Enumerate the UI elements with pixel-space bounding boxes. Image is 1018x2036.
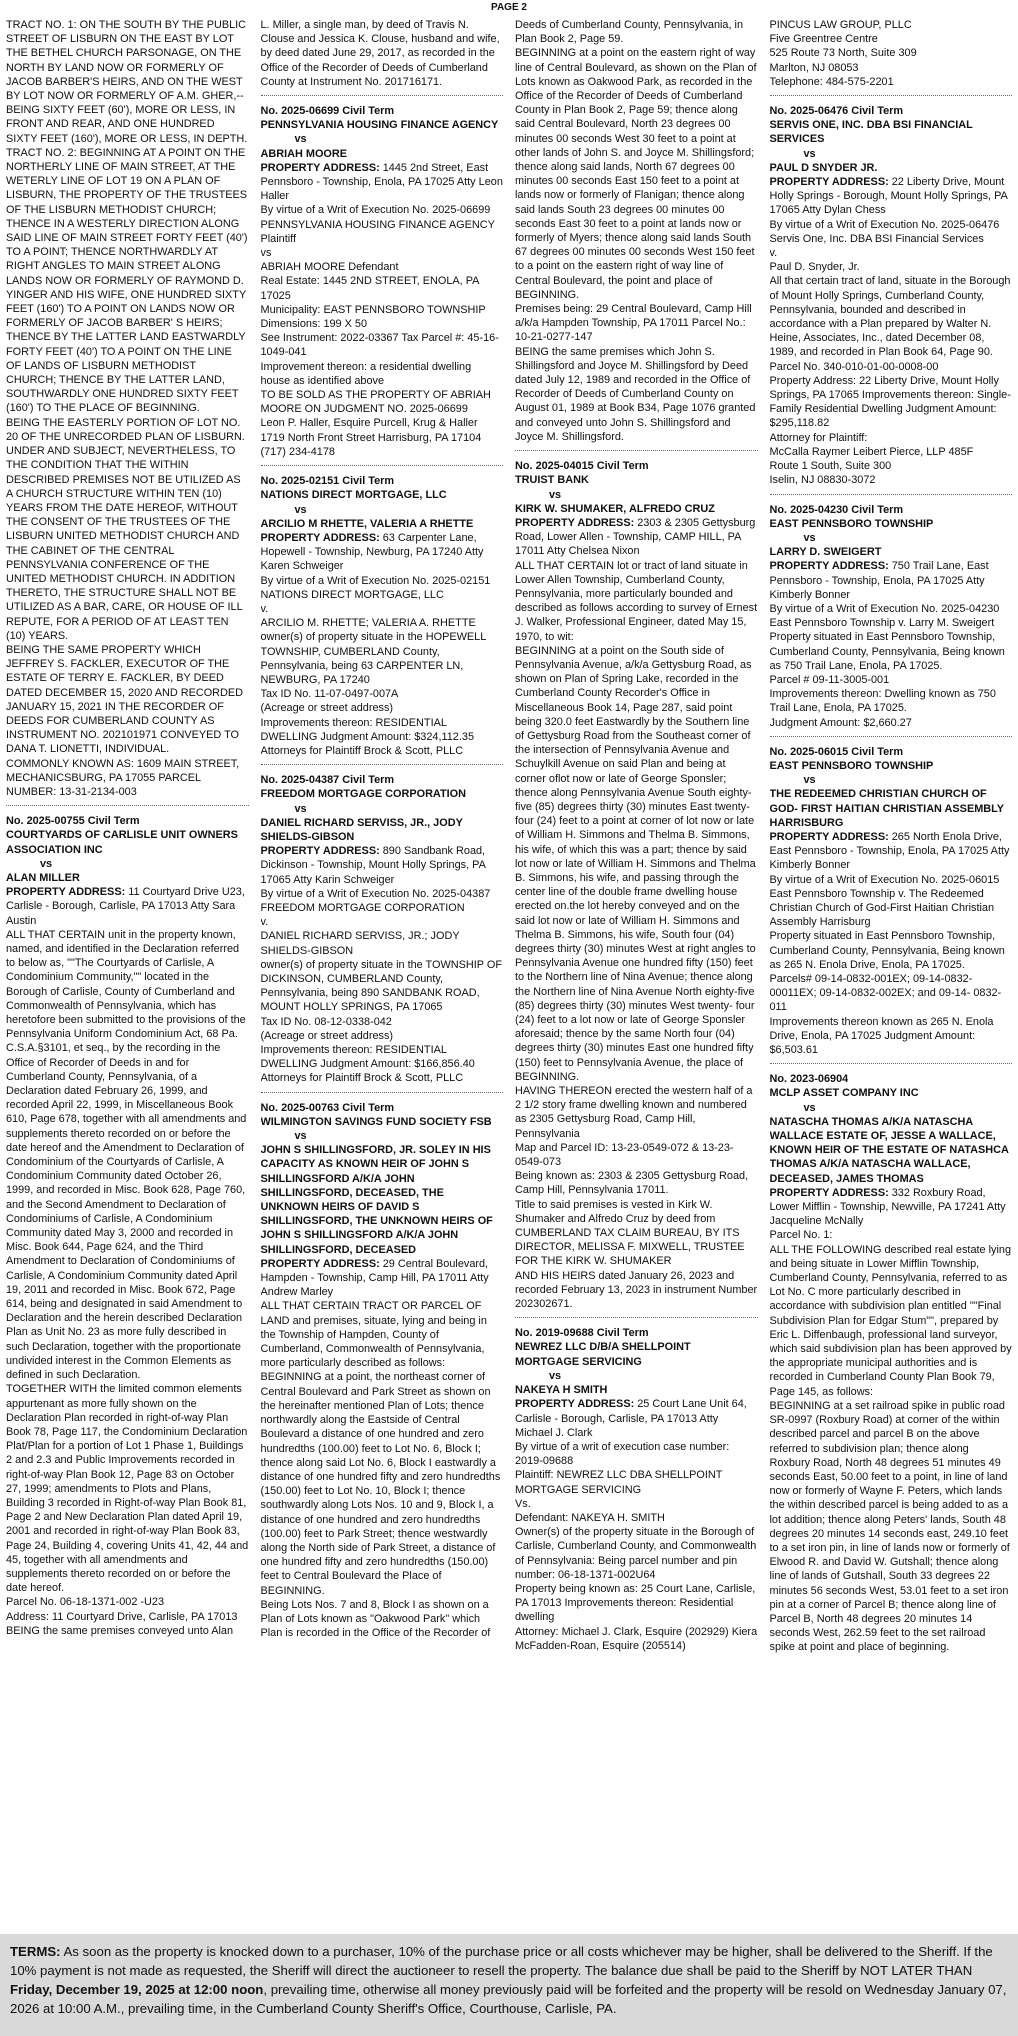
notice-paragraph: By virtue of a Writ of Execution No. 2025-04230 East Pennsboro Township v. Larry M. Sweigert Property situated in East Pennsboro Township, Cumberland County, Pennsylvania, Being known as 750 Trail Lane, Enola, PA 17025. [769,602,1005,672]
notice-paragraph: ARCILIO M. RHETTE; VALERIA A. RHETTE owner(s) of property situate in the HOPEWELL TOWNSHIP, CUMBERLAND County, Pennsylvania, being 63 CARPENTER LN, NEWBURG, PA 17240 [260,617,486,686]
property-address [770,559,1013,602]
property-address-label: PROPERTY ADDRESS: [260,161,380,174]
notice-paragraph: Being known as: 2303 & 2305 Gettysburg Road, Camp Hill, Pennsylvania 17011. [515,1170,749,1197]
property-address-label: PROPERTY ADDRESS: [260,845,380,858]
versus-label: vs [803,1101,816,1114]
notice-paragraph: BEGINNING. [515,1070,580,1083]
notice-paragraph: Deeds of Cumberland County, Pennsylvania, in Plan Book 2, Page 59. [515,19,744,46]
notice-paragraph: By virtue of a Writ of Execution No. 2025-06015 East Pennsboro Township v. The Redeemed Christian Church of God-First Haitian Christian Assembly Harrisburg [769,873,1000,929]
property-address [261,844,504,887]
party-name: ABRIAH MOORE [260,147,348,160]
terms-label: TERMS: [10,1944,61,1959]
property-address-text: 750 Trail Lane, East Pennsboro - Township, Enola, PA 17025 Atty Kimberly Bonner [769,560,989,601]
notice-paragraph: HAVING THEREON erected the western half of a 2 1/2 story frame dwelling known and numbered as 2305 Gettysburg Road, Camp Hill, Pennsylvania [515,1085,753,1140]
versus-label: vs [803,531,816,544]
party-name: TRUIST BANK [515,474,589,487]
versus-label: vs [549,1369,562,1382]
property-address-label: PROPERTY ADDRESS: [769,560,889,573]
party-name: PAUL D SNYDER JR. [769,161,878,174]
property-address [261,531,504,574]
property-address [6,885,249,928]
property-address [261,161,504,204]
notice-paragraph: TOGETHER WITH the limited common elements appurtenant as more fully shown on the Declaration Plan recorded in right-of-way Plan Book 78, Page 117, the Condominium Declaration Plat/Plan for a portion of Lot 1 Phase 1, Buildings 2 and 2.3 and Public Improvements recorded in right-of-way Plan Book 12, Page 83 on October 27, 1999; amendments to Plots and Plans, Building 3 recorded in Right-of-way Plan Book 81, Page 2 and New Declaration Plan dated April 19, 2001 and recorded in right-of-way Plan Book 83, Page 24, Building 4, covering Units 41, 42, 44 and 45, together with all amendments and supplements thereto recorded on or before the date hereof. [6,1383,249,1595]
terms-deadline: Friday, December 19, 2025 at 12:00 noon [10,1982,264,1997]
notice-paragraph: Plaintiff: NEWREZ LLC DBA SHELLPOINT MORTGAGE SERVICING [515,1469,723,1496]
case-number: No. 2025-04387 Civil Term [260,774,395,787]
property-address-label: PROPERTY ADDRESS: [769,830,889,843]
versus-label: vs [803,147,816,160]
versus-label: vs [549,488,562,501]
property-address-text: 332 Roxbury Road, Lower Mifflin - Township, Newville, PA 17241 Atty Jacqueline McNally [769,1186,1006,1228]
property-address [770,1186,1013,1229]
notice-paragraph: McCalla Raymer Leibert Pierce, LLP 485F [769,445,974,458]
column-2 [261,18,504,1928]
notice-separator [770,736,1013,737]
terms-box [0,1934,1018,2036]
notice-paragraph: ALL THAT CERTAIN unit in the property known, named, and identified in the Declaration referred to below as, ""The Courtyards of Carlisle, A Condominium Community,"" located in the Borough of Carlisle, County of Cumberland and Commonwealth of Pennsylvania, which has heretofore been submitted to the provisions of the Pennsylvania Uniform Condominium Act, 68 Pa. C.S.A.§3101, et seq., by the recording in the Office of Recorder of Deeds in and for Cumberland County, Pennsylvania, of a Declaration dated February 26, 1999, and recorded April 22, 1999, in Miscellaneous Book 610, Page 678, together with all amendments and supplements thereto recorded on or before the date hereof and the Amendment to Declaration of Condominium of the Courtyards of Carlisle, A Condominium Community dated October 26, 1999, and recorded in Misc. Book 628, Page 760, and the Second Amendment to Declaration of Condominiums of Carlisle, A Condominium Community dated May 3, 2000 and recorded in Misc. Book 644, Page 624, and the Third Amendment to Declaration of Condominiums of Carlisle, A Condominium Community dated April 19, 2011 and recorded in Misc. Book 672, Page 614, being and designated in said Amendment to Declaration and the herein described Declaration Plan as Unit No. 23 as more fully described in such Declaration, together with the proportionate undivided interest in the Common Elements as defined in such Declaration. [6,928,247,1382]
notice-paragraph: BEGINNING at a set railroad spike in public road SR-0997 (Roxbury Road) at corner of the within described parcel and parcel B on the above referred to subdivision plan; thence along Roxbury Road, North 48 degrees 51 minutes 49 seconds East, 50.00 feet to a point, in line of land now or formerly of Wayne F. Peters, which lands the within described parcel is being added to as a lot addition; thence along Peters' lands, South 48 degrees 20 minutes 14 seconds east, 249.10 feet to a set iron pin, in line of lands now or formerly of Elwood R. and David W. Gutshall; thence along line of lands of Gutshall, South 33 degrees 22 minutes 56 seconds West, 53.01 feet to a set iron pin at a corner of Parcel B; thence along line of Parcel B, North 48 degrees 20 minutes 14 seconds West, 262.59 feet to the set railroad spike at point and place of beginning. [769,1399,1010,1654]
party-name: NATASCHA THOMAS A/K/A NATASCHA WALLACE ESTATE OF, JESSE A WALLACE, KNOWN HEIR OF THE ESTATE OF NATASHCA THOMAS A/K/A NATASCHA WALLACE, DECEASED, JAMES THOMAS [769,1115,1009,1185]
terms-text-1: As soon as the property is knocked down to a purchaser, 10% of the purchase price or all costs whichever may be higher, shall be delivered to the Sheriff. If the 10% payment is not made as requested, the Sheriff will direct the auctioneer to resell the property. The balance due shall be paid to the Sheriff by NOT LATER THAN [10,1944,993,1978]
party-name: NAKEYA H SMITH [515,1384,608,1397]
notice-paragraph: TRACT NO. 2: BEGINNING AT A POINT ON THE NORTHERLY LINE OF MAIN STREET, AT THE WETERLY LINE OF LOT 19 ON A PLAN OF LISBURN, THE PROPERTY OF THE TRUSTEES OF THE LISBURN METHODIST CHURCH; THENCE IN A WESTERLY DIRECTION ALONG SAID LINE OF MAIN STREET FORTY FEET (40') TO A POINT; THENCE NORTHWARDLY AT RIGHT ANGLES TO MAIN STREET ALONG LANDS NOW OR FORMERLY OF RAYMOND D. YINGER AND HIS WIFE, ONE HUNDRED SIXTY FEET (160') TO A POINT ON LANDS NOW OR FORMERLY OF JACOB BARBER' S HEIRS; THENCE BY THE LATTER LAND EASTWARDLY FORTY FEET (40') TO A POINT ON THE LINE OF LANDS OF LISBURN METHODIST CHURCH; THENCE BY THE LATTER LAND, SOUTHWARDLY ONE HUNDRED SIXTY FEET (160') TO THE PLACE OF BEGINNING. [6,146,248,415]
party-name: EAST PENNSBORO TOWNSHIP [769,759,934,772]
notice-paragraph: TO BE SOLD AS THE PROPERTY OF ABRIAH MOORE ON JUDGMENT NO. 2025-06699 [260,389,491,416]
notice-paragraph: BEGINNING at a point on the eastern right of way line of Central Boulevard, as shown on the Plan of Lots known as Oakwood Park, as recorded in the Office of the Recorder of Deeds of Cumberland County in Plan Book 2, Page 59; thence along said Central Boulevard, North 23 degrees 00 minutes 00 seconds West 30 feet to a point at other lands of John S. and Joyce M. Shillingsford; thence along said lands, North 67 degrees 00 minutes 00 seconds East 150 feet to a point at lands now or formerly of Flanigan; thence along said lands South 23 degrees 00 minutes 00 seconds East 30 feet to a point at lands now or formerly of Myers; thence along said lands South 67 degrees 00 minutes 00 seconds West 150 feet to a point on the eastern right of way line of Central Boulevard, the point and place of BEGINNING. [515,47,757,301]
notice-separator [261,465,504,466]
property-address-text: 265 North Enola Drive, East Pennsboro - Township, Enola, PA 17025 Atty Kimberly Bonner [769,830,1010,872]
property-address-text: 1445 2nd Street, East Pennsboro - Township, Enola, PA 17025 Atty Leon Haller [260,161,503,203]
notice-paragraph: Route 1 South, Suite 300 [769,460,892,473]
notice-paragraph: Being Lots Nos. 7 and 8, Block I as shown on a Plan of Lots known as "Oakwood Park" which Plan is recorded in the Office of the Recorder of [260,1598,491,1640]
notice-paragraph: Parcels# 09-14-0832-001EX; 09-14-0832-00011EX; 09-14-0832-002EX; and 09-14- 0832-011 [769,973,1002,1014]
notice-paragraph: Improvements thereon: Dwelling known as 750 Trail Lane, Enola, PA 17025. [769,688,996,715]
case-number: No. 2025-04230 Civil Term [769,503,904,516]
party-name: LARRY D. SWEIGERT [769,546,882,559]
party-name: EAST PENNSBORO TOWNSHIP [769,517,934,530]
property-address-text: 2303 & 2305 Gettysburg Road, Lower Allen - Township, CAMP HILL, PA 17011 Atty Chelsea Nixon [515,516,756,558]
property-address-text: 25 Court Lane Unit 64, Carlisle - Borough, Carlisle, PA 17013 Atty Michael J. Clark [515,1398,747,1439]
notice-separator [770,1063,1013,1064]
notice-paragraph: Improvements thereon: RESIDENTIAL DWELLING Judgment Amount: $324,112.35 [260,716,474,743]
notice-paragraph: BEGINNING at a point, the northeast corner of Central Boulevard and Park Street as shown on the hereinafter mentioned Plan of Lots; thence northwardly along the Eastside of Central Boulevard a distance of one hundred and zero hundredths (100.00) feet to Lot No. 6, Block I; thence along said Lot No. 6, Block I eastwardly a distance of one hundred fifty and zero hundredths (150.00) feet to Lot No. 10, Block I; thence southwardly along Lots Nos. 10 and 9, Block I, a distance of one hundred and zero hundredths (100.00) feet to Park Street; thence westwardly along the North side of Park Street, a distance of one hundred fifty and zero hundredths (150.00) feet to Central Boulevard the Place of BEGINNING. [260,1371,501,1597]
notice-paragraph: Dimensions: 199 X 50 [260,318,368,331]
party-name: WILMINGTON SAVINGS FUND SOCIETY FSB [260,1115,492,1128]
versus-label: vs [294,1130,307,1143]
notice-paragraph: Telephone: 484-575-2201 [769,75,894,88]
notice-paragraph: By virtue of a writ of execution case number: 2019-09688 [515,1440,730,1468]
notice-paragraph: v. [260,602,269,615]
case-number: No. 2025-06015 Civil Term [769,745,904,758]
notice-paragraph: Improvements thereon known as 265 N. Enola Drive, Enola, PA 17025 Judgment Amount: $6,503.61 [769,1015,994,1057]
notice-paragraph: BEING the same premises conveyed unto Alan [6,1624,234,1637]
versus-label: vs [803,774,816,787]
party-name: NEWREZ LLC D/B/A SHELLPOINT MORTGAGE SERVICING [515,1341,691,1368]
property-address-text: 63 Carpenter Lane, Hopewell - Township, Newburg, PA 17240 Atty Karen Schweiger [260,531,484,573]
notice-paragraph: Premises being: 29 Central Boulevard, Camp Hill a/k/a Hampden Township, PA 17011 Parcel No.: 10-21-0277-147 [515,303,752,344]
notice-paragraph: Parcel No. 1: [769,1229,833,1242]
notice-paragraph: Attorney: Michael J. Clark, Esquire (202929) Kiera McFadden-Roan, Esquire (205514) [515,1625,758,1652]
notice-paragraph: BEGINNING at a point on the South side of Pennsylvania Avenue, a/k/a Gettysburg Road, as shown on Plan of Spring Lake, recorded in the Cumberland County Recorder's Office in Miscellaneous Book 14, Page 287, said point being 320.0 feet Eastwardly by the Southern line of Gettysburg Road from the Southeast corner of the intersection of Pennsylvania Avenue and Schuylkill Avenue on said Plan and being at corner oflot now or late of George Sponsler; thence along Pennsylvania Avenue South eighty-five (85) degrees thirty (30) minutes East twenty-four (24) feet to a point at corner of lot now or late of William H. Simmons and Thelma B. Simmons, his wife, of which this was a part; thence by said lot now or late of William H. Simmons and Thelma B. Simmons, his wife, and passing through the center line of the double frame dwelling house erected on.the lot hereby conveyed and on the said lot now or late of William H. Simmons and Thelma B. Simmons, his wife, South four (04) degrees thirty (30) minutes West at right angles to Pennsylvania Avenue one hundred fifty (150) feet to the Northern line of Nina Avenue; thence along the Northern line of Nina Avenue North eighty-five (85) degrees thirty (30) minutes West twenty- four (24) feet to a lot now or late of George Sponsler aforesaid; thence by the same North four (04) degrees thirty (30) minutes East one hundred fifty (150) feet to Pennsylvania Avenue, the place of [515,644,756,1069]
property-address [770,175,1013,218]
notice-paragraph: COMMONLY KNOWN AS: 1609 MAIN STREET, MECHANICSBURG, PA 17055 PARCEL NUMBER: 13-31-2134-003 [6,757,240,798]
property-address-label: PROPERTY ADDRESS: [260,1257,380,1270]
notice-paragraph: (Acreage or street address) [260,1029,394,1042]
notice-paragraph: Five Greentree Centre [769,33,878,46]
notice-paragraph: By virtue of a Writ of Execution No. 2025-02151 NATIONS DIRECT MORTGAGE, LLC [260,574,491,601]
notice-paragraph: Parcel # 09-11-3005-001 [769,673,890,686]
case-number: No. 2025-00763 Civil Term [260,1101,395,1114]
party-name: NATIONS DIRECT MORTGAGE, LLC [260,489,447,502]
party-name: THE REDEEMED CHRISTIAN CHURCH OF GOD- FIRST HAITIAN CHRISTIAN ASSEMBLY HARRISBURG [769,788,1004,829]
notice-paragraph: Leon P. Haller, Esquire Purcell, Krug & Haller 1719 North Front Street Harrisburg, PA 17104 (717) 234-4178 [260,417,482,458]
notice-paragraph: L. Miller, a single man, by deed of Travis N. Clouse and Jessica K. Clouse, husband and wife, by deed dated June 29, 2017, as recorded in the Office of the Recorder of Deeds of Cumberland County at Instrument No. 201716171. [260,19,500,88]
property-address-label: PROPERTY ADDRESS: [260,531,380,544]
notice-paragraph: Real Estate: 1445 2ND STREET, ENOLA, PA 17025 [260,275,479,302]
party-name: COURTYARDS OF CARLISLE UNIT OWNERS ASSOCIATION INC [6,829,238,856]
party-name: DANIEL RICHARD SERVISS, JR., JODY SHIELDS-GIBSON [260,816,463,843]
property-address-text: 22 Liberty Drive, Mount Holly Springs - Borough, Mount Holly Springs, PA 17065 Atty Dylan Chess [769,176,1008,217]
notice-separator [261,95,504,96]
notice-separator [770,494,1013,495]
notice-paragraph: Parcel No. 340-010-01-00-0008-00 [769,360,939,373]
notice-paragraph: Property being known as: 25 Court Lane, Carlisle, PA 17013 Improvements thereon: Residential dwelling [515,1582,756,1624]
notice-paragraph: Defendant: NAKEYA H. SMITH [515,1511,665,1524]
notice-paragraph: Property Address: 22 Liberty Drive, Mount Holly Springs, PA 17065 Improvements thereon: Single-Family Residential Dwelling Judgment Amount: $295,118.82 [769,374,1011,430]
notice-paragraph: BEING THE EASTERLY PORTION OF LOT NO. 20 OF THE UNRECORDED PLAN OF LISBURN. UNDER AND SUBJECT, NEVERTHELESS, TO THE CONDITION THAT THE WITHIN DESCRIBED PREMISES NOT BE UTILIZED AS A CHURCH STRUCTURE WITHIN TEN (10) YEARS FROM THE DATE HEREOF, WITHOUT THE CONSENT OF THE TRUSTEES OF THE LISBURN UNITED METHODIST CHURCH AND THE CABINET OF THE CENTRAL PENNSYLVANIA CONFERENCE OF THE UNITED METHODIST CHURCH. IN ADDITION THERETO, THE STRUCTURE SHALL NOT BE UTILIZED AS A BAR, CARE, OR HOUSE OF ILL REPUTE, FOR A PERIOD OF AT LEAST TEN (10) YEARS. [6,416,245,642]
notice-paragraph: By virtue of a Writ of Execution No. 2025-06699 PENNSYLVANIA HOUSING FINANCE AGENCY Plaintiff [260,204,495,245]
notice-paragraph: v. [769,247,778,260]
property-address [515,1397,758,1440]
notice-separator [261,1092,504,1093]
notice-paragraph: Tax ID No. 11-07-0497-007A [260,688,399,701]
notice-paragraph: Property situated in East Pennsboro Township, Cumberland County, Pennsylvania, Being known as 265 N. Enola Drive, Enola, PA 17025. [769,930,1005,971]
notice-separator [515,450,758,451]
column-1 [6,18,249,1928]
notice-paragraph: Tax ID No. 08-12-0338-042 [260,1015,392,1028]
notice-paragraph: Improvement thereon: a residential dwelling house as identified above [260,360,472,387]
party-name: SERVIS ONE, INC. DBA BSI FINANCIAL SERVICES [769,119,973,146]
case-number: No. 2025-04015 Civil Term [515,460,649,473]
property-address-label: PROPERTY ADDRESS: [769,176,889,189]
notice-paragraph: Map and Parcel ID: 13-23-0549-072 & 13-23-0549-073 [515,1141,734,1169]
party-name: KIRK W. SHUMAKER, ALFREDO CRUZ [515,502,715,515]
notice-paragraph: Attorneys for Plaintiff Brock & Scott, PLLC [260,1072,464,1085]
notice-paragraph: Attorneys for Plaintiff Brock & Scott, PLLC [260,744,464,757]
notice-paragraph: See Instrument: 2022-03367 Tax Parcel #: 45-16-1049-041 [260,332,499,359]
notice-paragraph: ALL THE FOLLOWING described real estate lying and being situate in Lower Mifflin Township, Cumberland County, Pennsylvania, referred to as Lot No. C more particularly described in accordance with subdivision plan entitled ""Final Subdivision Plan for Edgar Stum"", prepared by Eric L. Diffenbaugh, professional land surveyor, which said subdivision plan has been approved by the appropriate municipal authorities and is recorded in Cumberland County Plan Book 79, Page 145, as follows: [769,1243,1012,1398]
notice-paragraph: By virtue of a Writ of Execution No. 2025-06476 Servis One, Inc. DBA BSI Financial Services [769,218,1000,245]
versus-label: vs [294,133,307,146]
notice-paragraph: Owner(s) of the property situate in the Borough of Carlisle, Cumberland County, and Commonwealth of Pennsylvania: Being parcel number and pin number: 06-18-1371-002U64 [515,1526,757,1581]
notice-paragraph: 525 Route 73 North, Suite 309 [769,47,917,60]
column-4 [770,18,1013,1928]
notice-paragraph: BEING THE SAME PROPERTY WHICH JEFFREY S. FACKLER, EXECUTOR OF THE ESTATE OF TERRY E. FACKLER, BY DEED DATED DECEMBER 15, 2020 AND RECORDED JANUARY 15, 2021 IN THE RECORDER OF DEEDS FOR CUMBERLAND COUNTY AS INSTRUMENT NO. 202101971 CONVEYED TO DANA T. LIONETTI, INDIVIDUAL. [6,643,244,756]
notice-paragraph: (Acreage or street address) [260,702,394,715]
property-address-label: PROPERTY ADDRESS: [515,516,635,529]
property-address-label: PROPERTY ADDRESS: [769,1186,889,1199]
notice-paragraph: PINCUS LAW GROUP, PLLC [769,19,912,31]
legal-notice-columns [6,18,1012,1928]
notice-separator [770,95,1013,96]
case-number: No. 2025-06699 Civil Term [260,105,395,118]
case-number: No. 2023-06904 [769,1073,849,1086]
notice-paragraph: Parcel No. 06-18-1371-002 -U23 [6,1596,165,1609]
notice-paragraph: Attorney for Plaintiff: [769,431,868,444]
property-address-text: 11 Courtyard Drive U23, Carlisle - Borough, Carlisle, PA 17013 Atty Sara Austin [6,886,245,927]
notice-paragraph: TRACT NO. 1: ON THE SOUTH BY THE PUBLIC STREET OF LISBURN ON THE EAST BY LOT THE BETHEL CHURCH PARSONAGE, ON THE NORTH BY LAND NOW OR FORMERLY OF JACOB BARBER'S HEIRS, AND ON THE WEST BY LOT NOW OR FORMERLY OF A.M. GHER,--BEING SIXTY FEET (60'), MORE OR LESS, IN FRONT AND REAR, AND ONE HUNDRED SIXTY FEET (160'), MORE OR LESS, IN DEPTH. [6,19,248,145]
notice-paragraph: Vs. [515,1497,531,1510]
notice-paragraph: By virtue of a Writ of Execution No. 2025-04387 FREEDOM MORTGAGE CORPORATION [260,887,491,914]
page-label: PAGE 2 [491,2,527,13]
notice-paragraph: owner(s) of property situate in the TOWNSHIP OF DICKINSON, CUMBERLAND County, Pennsylvania, being 890 SANDBANK ROAD, MOUNT HOLLY SPRINGS, PA 17065 [260,958,502,1014]
notice-paragraph: v. [260,916,269,929]
party-name: MCLP ASSET COMPANY INC [769,1087,919,1100]
notice-paragraph: ALL THAT CERTAIN TRACT OR PARCEL OF LAND and premises, situate, lying and being in the Township of Hampden, County of Cumberland, Commonwealth of Pennsylvania, more particularly described as follows: [260,1300,487,1370]
property-address [770,830,1013,873]
notice-paragraph: ABRIAH MOORE Defendant [260,261,399,274]
notice-paragraph: Municipality: EAST PENNSBORO TOWNSHIP [260,303,486,316]
case-number: No. 2025-02151 Civil Term [260,475,395,488]
party-name: ALAN MILLER [6,871,80,884]
party-name: PENNSYLVANIA HOUSING FINANCE AGENCY [260,119,499,132]
notice-paragraph: ALL THAT CERTAIN lot or tract of land situate in Lower Allen Township, Cumberland County, Pennsylvania, more particularly bounded and described as follows according to survey of Ernest J. Walker, Professional Engineer, dated May 15, 1970, to wit: [515,559,758,643]
notice-paragraph: Iselin, NJ 08830-3072 [769,474,876,487]
notice-paragraph: vs [260,247,272,260]
notice-paragraph: Paul D. Snyder, Jr. [769,261,860,274]
notice-paragraph: Title to said premises is vested in Kirk W. Shumaker and Alfredo Cruz by deed from CUMBERLAND TAX CLAIM BUREAU, BY ITS DIRECTOR, MELISSA F. MIXWELL, TRUSTEE FOR THE KIRK W. SHUMAKER [515,1198,745,1268]
case-number: No. 2025-00755 Civil Term [6,815,140,828]
party-name: JOHN S SHILLINGSFORD, JR. SOLEY IN HIS CAPACITY AS KNOWN HEIR OF JOHN S SHILLINGSFORD A/K/A JOHN SHILLINGSFORD, DECEASED, THE UNKNOWN HEIRS OF DAVID S SHILLINGSFORD, THE UNKNOWN HEIRS OF JOHN S SHILLINGSFORD A/K/A JOHN SHILLINGSFORD, DECEASED [260,1144,493,1256]
party-name: FREEDOM MORTGAGE CORPORATION [260,788,467,801]
property-address-text: 29 Central Boulevard, Hampden - Township, Camp Hill, PA 17011 Atty Andrew Marley [260,1257,489,1299]
case-number: No. 2025-06476 Civil Term [769,105,904,118]
property-address-text: 890 Sandbank Road, Dickinson - Township, Mount Holly Springs, PA 17065 Atty Karin Schweiger [260,845,486,886]
notice-separator [515,1317,758,1318]
notice-paragraph: BEING the same premises which John S. Shillingsford and Joyce M. Shillingsford by Deed dated July 12, 1989 and recorded in the Office of Recorder of Deeds of Cumberland County on August 01, 1989 at Book B34, Page 1076 granted and conveyed unto John S. Shillingsford and Joyce M. Shillingsford. [515,345,756,443]
notice-paragraph: AND HIS HEIRS dated January 26, 2023 and recorded February 13, 2023 in instrument Number 202302671. [515,1269,758,1311]
versus-label: vs [40,857,53,870]
column-3 [515,18,758,1928]
notice-paragraph: Improvements thereon: RESIDENTIAL DWELLING Judgment Amount: $166,856.40 [260,1044,475,1071]
property-address-label: PROPERTY ADDRESS: [515,1398,635,1411]
notice-paragraph: Marlton, NJ 08053 [769,61,859,74]
case-number: No. 2019-09688 Civil Term [515,1327,649,1340]
notice-separator [6,805,249,806]
property-address [515,516,758,559]
terms-text-2: , prevailing time, otherwise all money previously paid will be forfeited and the property will be resold on Wednesday January 07, 2026 at 10:00 A.M., prevailing time, in the Cumberland County Sheriff's Office, Courthouse, Carlisle, PA. [10,1982,1007,2016]
property-address-label: PROPERTY ADDRESS: [6,886,126,899]
property-address [261,1257,504,1300]
notice-paragraph: All that certain tract of land, situate in the Borough of Mount Holly Springs, Cumberland County, Pennsylvania, bounded and described in accordance with a Plan prepared by Walter N. Heine, Associates, Inc., dated December 08, 1989, and recorded in Plan Book 64, Page 90. [769,275,1011,359]
notice-paragraph: DANIEL RICHARD SERVISS, JR.; JODY SHIELDS-GIBSON [260,930,460,957]
party-name: ARCILIO M RHETTE, VALERIA A RHETTE [260,517,474,530]
versus-label: vs [294,802,307,815]
versus-label: vs [294,503,307,516]
notice-paragraph: Address: 11 Courtyard Drive, Carlisle, PA 17013 [6,1610,238,1623]
notice-paragraph: Judgment Amount: $2,660.27 [769,716,912,729]
notice-separator [261,764,504,765]
